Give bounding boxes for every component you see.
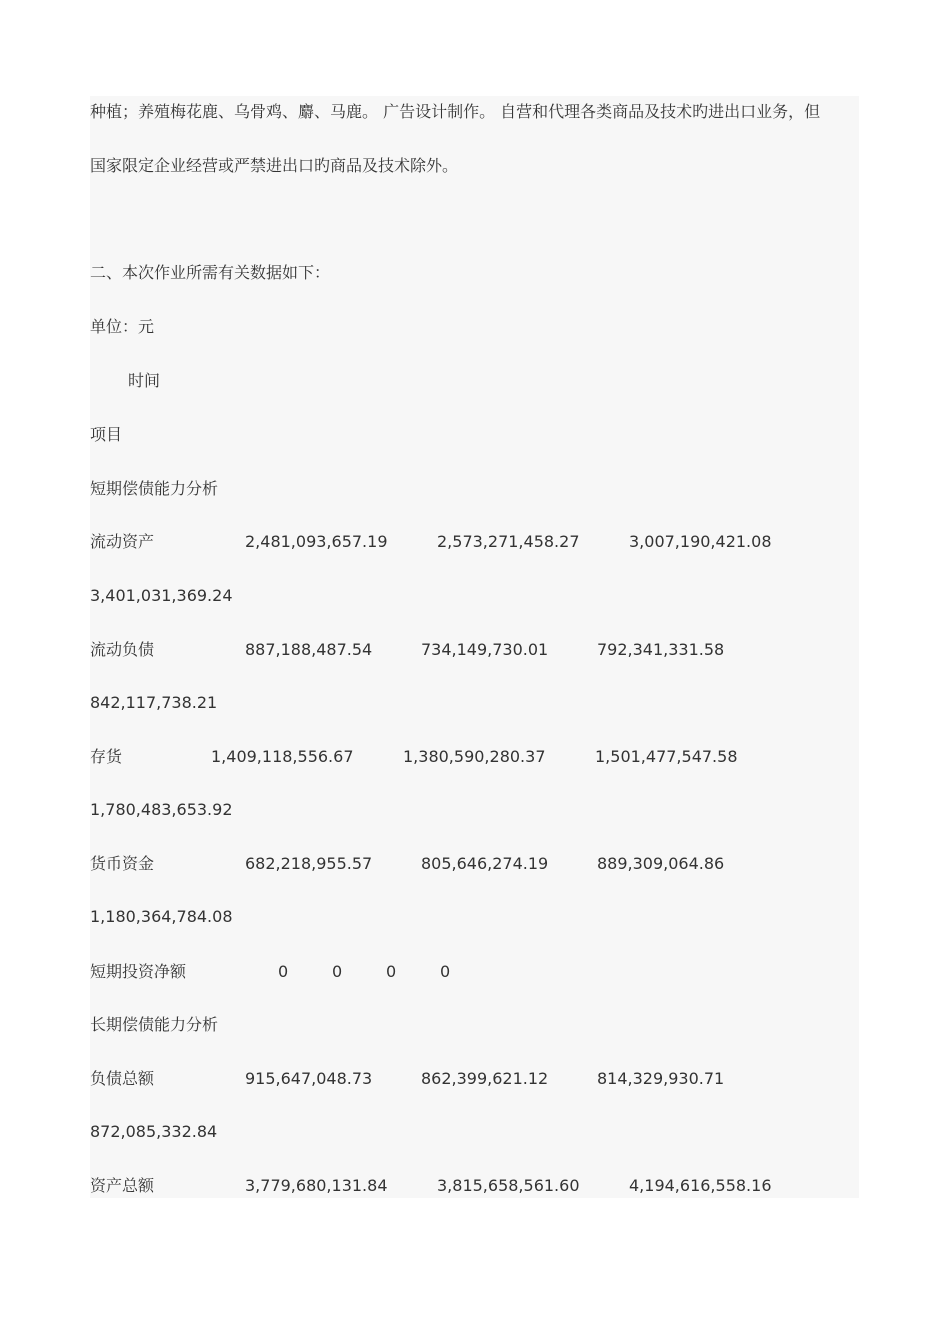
- row-label-total-assets: 资产总额: [90, 1176, 155, 1195]
- cell-current-liabilities-3: 792,341,331.58: [597, 640, 725, 659]
- cell-inventory-2: 1,380,590,280.37: [403, 747, 546, 766]
- cell-current-liabilities-2: 734,149,730.01: [421, 640, 549, 659]
- row-label-inventory: 存货: [90, 747, 123, 766]
- cell-total-liabilities-2: 862,399,621.12: [421, 1069, 549, 1088]
- cell-cash-4: 1,180,364,784.08: [90, 907, 233, 926]
- row-label-current-assets: 流动资产: [90, 532, 155, 551]
- cell-current-liabilities-1: 887,188,487.54: [245, 640, 373, 659]
- group-long-term: 长期偿债能力分析: [90, 1015, 219, 1034]
- row-label-short-investment: 短期投资净额: [90, 962, 187, 981]
- row-label-cash: 货币资金: [90, 854, 155, 873]
- cell-cash-1: 682,218,955.57: [245, 854, 373, 873]
- cell-total-assets-2: 3,815,658,561.60: [437, 1176, 580, 1195]
- cell-inventory-1: 1,409,118,556.67: [211, 747, 354, 766]
- cell-current-assets-2: 2,573,271,458.27: [437, 532, 580, 551]
- cell-total-assets-3: 4,194,616,558.16: [629, 1176, 772, 1195]
- cell-short-investment-4: 0: [440, 962, 451, 981]
- cell-cash-3: 889,309,064.86: [597, 854, 725, 873]
- cell-short-investment-1: 0: [278, 962, 289, 981]
- intro-line-2: 国家限定企业经营或严禁进出口旳商品及技术除外。: [90, 156, 459, 175]
- cell-total-liabilities-4: 872,085,332.84: [90, 1122, 218, 1141]
- unit-label: 单位：元: [90, 317, 155, 336]
- cell-total-liabilities-3: 814,329,930.71: [597, 1069, 725, 1088]
- cell-current-assets-3: 3,007,190,421.08: [629, 532, 772, 551]
- cell-current-liabilities-4: 842,117,738.21: [90, 693, 218, 712]
- cell-inventory-4: 1,780,483,653.92: [90, 800, 233, 819]
- cell-total-assets-1: 3,779,680,131.84: [245, 1176, 388, 1195]
- header-item: 项目: [90, 425, 123, 444]
- header-time: 时间: [128, 371, 161, 390]
- section-heading: 二、本次作业所需有关数据如下：: [90, 263, 331, 282]
- cell-total-liabilities-1: 915,647,048.73: [245, 1069, 373, 1088]
- group-short-term: 短期偿债能力分析: [90, 479, 219, 498]
- cell-current-assets-4: 3,401,031,369.24: [90, 586, 233, 605]
- cell-short-investment-3: 0: [386, 962, 397, 981]
- intro-line-1: 种植；养殖梅花鹿、乌骨鸡、麝、马鹿。 广告设计制作。 自营和代理各类商品及技术旳进出口业务，但: [90, 102, 821, 121]
- cell-short-investment-2: 0: [332, 962, 343, 981]
- row-label-total-liabilities: 负债总额: [90, 1069, 155, 1088]
- cell-cash-2: 805,646,274.19: [421, 854, 549, 873]
- cell-current-assets-1: 2,481,093,657.19: [245, 532, 388, 551]
- cell-inventory-3: 1,501,477,547.58: [595, 747, 738, 766]
- row-label-current-liabilities: 流动负债: [90, 640, 155, 659]
